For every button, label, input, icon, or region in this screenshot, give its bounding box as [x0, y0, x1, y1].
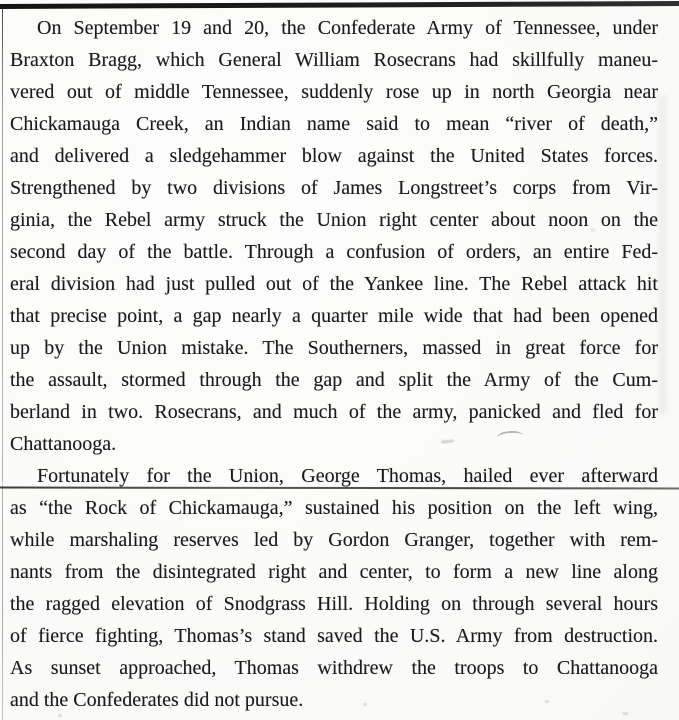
text-line: Chickamauga Creek, an Indian name said to mean “river of death,” [10, 113, 658, 135]
text-line: and the Confederates did not pursue. [10, 689, 304, 711]
scan-artifact-top-edge [0, 1, 679, 9]
text-line: Fortunately for the Union, George Thomas, hailed ever afterward [37, 465, 658, 487]
text-line: Chattanooga. [10, 433, 117, 455]
text-line: Braxton Bragg, which General William Rosecrans had skillfully maneu- [10, 49, 658, 71]
text-line: up by the Union mistake. The Southerners, massed in great force for [10, 337, 658, 359]
scan-artifact-left-edge [2, 7, 3, 720]
text-line: On September 19 and 20, the Confederate Army of Tennessee, under [37, 17, 658, 39]
text-line: the assault, stormed through the gap and split the Army of the Cum- [10, 369, 658, 391]
text-line: of fierce fighting, Thomas’s stand saved the U.S. Army from destruction. [10, 625, 658, 647]
paragraph-2 [10, 460, 658, 716]
text-line: nants from the disintegrated right and center, to form a new line along [10, 561, 658, 583]
text-line: eral division had just pulled out of the Yankee line. The Rebel attack hit [10, 273, 658, 295]
text-line: vered out of middle Tennessee, suddenly rose up in north Georgia near [10, 81, 658, 103]
text-line: As sunset approached, Thomas withdrew the troops to Chattanooga [10, 657, 658, 679]
text-line: Strengthened by two divisions of James Longstreet’s corps from Vir- [10, 177, 658, 199]
scan-artifact-right-shadow [658, 95, 667, 415]
text-line: the ragged elevation of Snodgrass Hill. Holding on through several hours [10, 593, 658, 615]
text-line: that precise point, a gap nearly a quarter mile wide that had been opened [10, 305, 658, 327]
text-line: berland in two. Rosecrans, and much of the army, panicked and fled for [10, 401, 658, 423]
text-block [10, 12, 658, 716]
paragraph-1 [10, 12, 658, 460]
text-line: and delivered a sledgehammer blow against the United States forces. [10, 145, 658, 167]
text-line: while marshaling reserves led by Gordon Granger, together with rem- [10, 529, 658, 551]
text-line: ginia, the Rebel army struck the Union right center about noon on the [10, 209, 658, 231]
text-line: second day of the battle. Through a confusion of orders, an entire Fed- [10, 241, 658, 263]
text-line: as “the Rock of Chickamauga,” sustained his position on the left wing, [10, 497, 658, 519]
